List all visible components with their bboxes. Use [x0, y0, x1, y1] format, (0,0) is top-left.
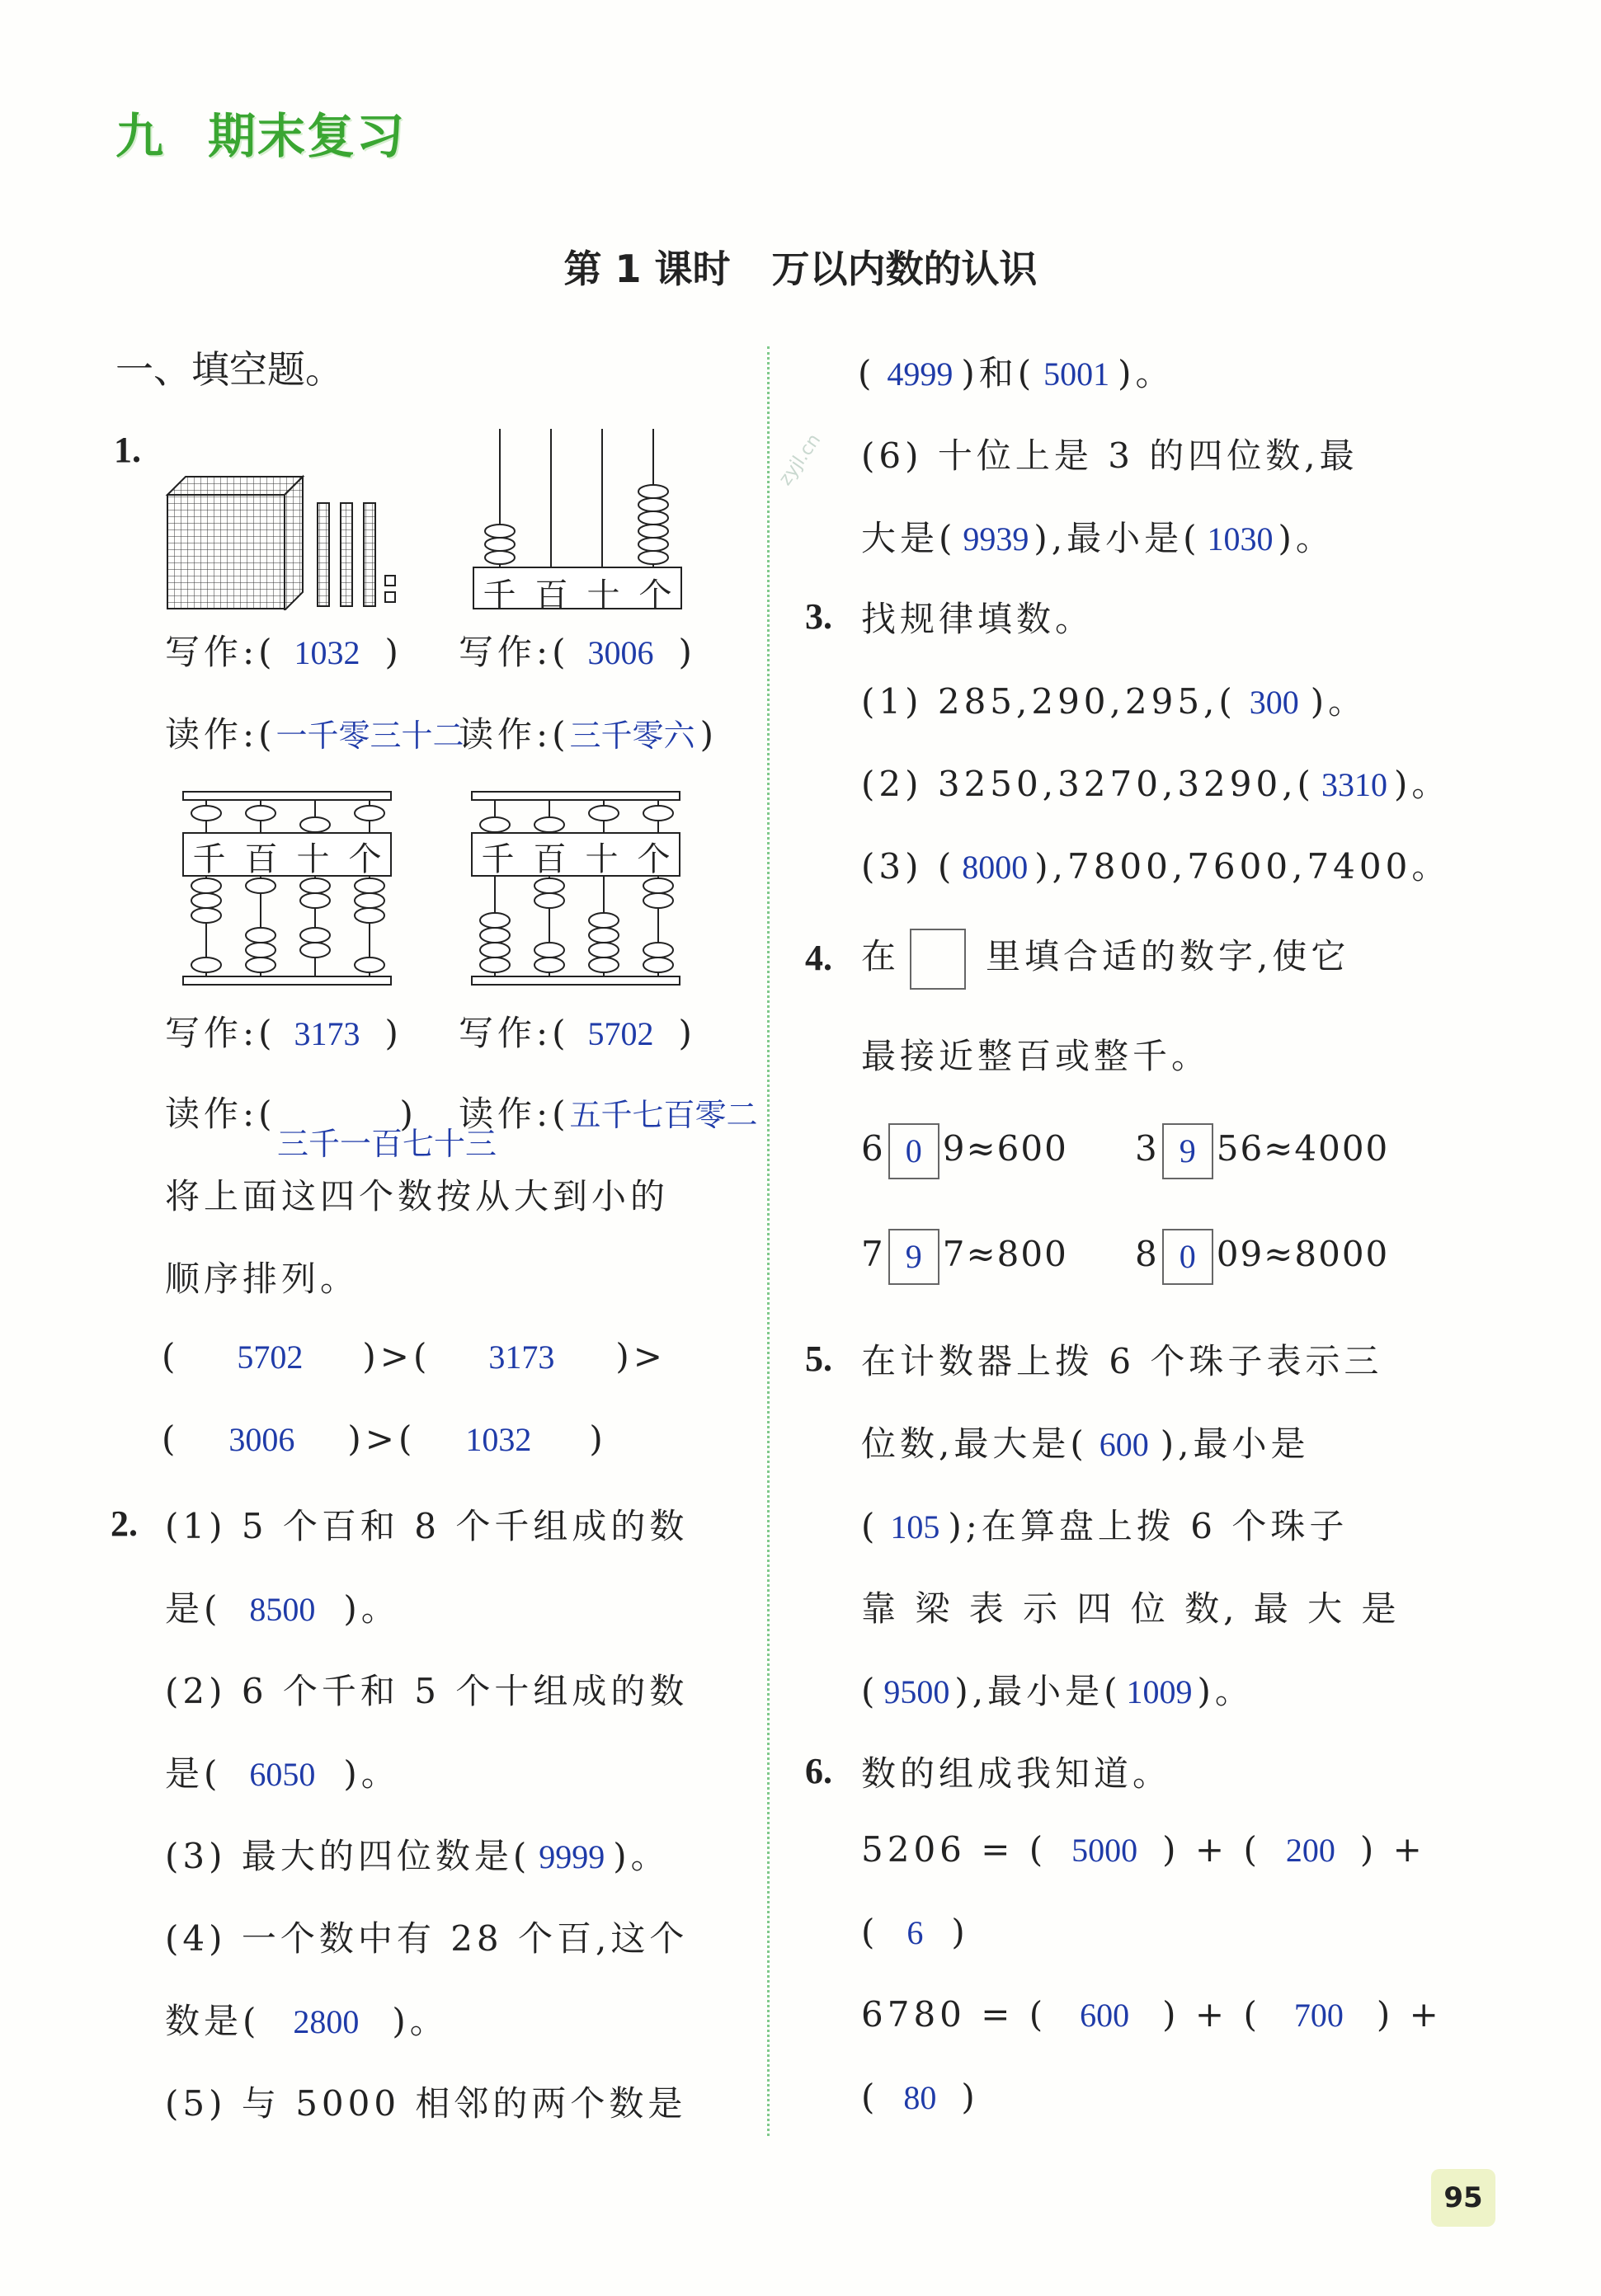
answer: 105 [890, 1508, 940, 1546]
chapter-number: 九 [115, 108, 166, 164]
abacus-figure-c [181, 790, 393, 988]
answer: 1032 [294, 634, 360, 671]
q2-part1: (1) 5 个百和 8 个千组成的数 [165, 1506, 689, 1546]
blank-box [910, 929, 966, 990]
q4-item-2: 3 9 56≈4000 [1135, 1123, 1389, 1179]
column-divider [767, 346, 770, 2136]
fig-b-write: 写作:( 3006 ) [459, 632, 696, 672]
answer: 3173 [294, 1015, 360, 1052]
abacus-c-labels: 千 百 十 个 [192, 840, 382, 878]
answer: 3310 [1321, 766, 1387, 803]
fig-d-read: 读作:(五千七百零二 [459, 1094, 758, 1134]
q6-eq2: 6780 = ( 600 ) + ( 700 ) + [861, 1994, 1443, 2035]
answer: 3006 [228, 1421, 295, 1458]
q5-line4: 靠 梁 表 示 四 位 数, 最 大 是 [861, 1588, 1401, 1629]
abacus-beads [480, 806, 673, 972]
lesson-title [0, 239, 1601, 294]
answer: 1009 [1126, 1673, 1193, 1710]
abacus-d-labels: 千 百 十 个 [481, 840, 671, 878]
thousand-cube [167, 477, 303, 610]
ten-rods [318, 503, 375, 606]
q2-part3: (3) 最大的四位数是( 9999 )。 [165, 1836, 670, 1876]
answer: 6050 [249, 1756, 316, 1793]
unit-cubes [385, 576, 395, 602]
answer: 三千零六 [569, 718, 695, 754]
answer: 8000 [962, 849, 1029, 886]
answer: 1032 [465, 1421, 532, 1458]
q4-line1: 在 里填合适的数字,使它 [861, 929, 1349, 990]
q4-item-4: 8 0 09≈8000 [1135, 1229, 1389, 1285]
answer: 300 [1249, 684, 1299, 721]
place-label: 千 [483, 576, 516, 614]
digit-box: 9 [888, 1229, 939, 1285]
fig-c-read: 读作:( ) [165, 1094, 417, 1134]
q6-eq1-last: ( 6 ) [861, 1912, 969, 1952]
q6-eq1: 5206 = ( 5000 ) + ( 200 ) + [861, 1829, 1426, 1870]
q4-number: 4. [805, 938, 832, 978]
answer: 2800 [293, 2003, 360, 2040]
chapter-title [115, 97, 406, 167]
answer: 3173 [488, 1339, 555, 1376]
answer: 700 [1293, 1997, 1344, 2034]
q4-item-1: 6 0 9≈600 [861, 1123, 1068, 1179]
order-line-2: ( 3006 )>( 1032 ) [162, 1419, 607, 1459]
lesson-name: 万以内数的认识 [771, 247, 1038, 291]
answer: 600 [1080, 1997, 1130, 2034]
q3-part3: (3) ( 8000 ),7800,7600,7400。 [861, 846, 1451, 887]
q4-item-3: 7 9 7≈800 [861, 1229, 1068, 1285]
answer: 五千七百零二 [569, 1097, 758, 1133]
answer: 5702 [237, 1339, 304, 1376]
q2-part5-answer-line: ( 4999 )和( 5001 )。 [858, 353, 1175, 393]
chapter-name: 期末复习 [208, 108, 407, 164]
lesson-label: 第 1 课时 [563, 247, 731, 291]
digit-box: 0 [888, 1123, 939, 1179]
fig-b-read: 读作:(三千零六 ) [459, 714, 718, 755]
digit-box: 9 [1162, 1123, 1213, 1179]
q2-part6-answer-line: 大是( 9939 ),最小是( 1030 )。 [861, 518, 1335, 558]
place-label: 个 [638, 576, 672, 614]
fig-a-read: 读作:(一千零三十二 [165, 714, 464, 755]
fig-d-write: 写作:( 5702 ) [459, 1013, 696, 1053]
order-instruction-1: 将上面这四个数按从大到小的 [165, 1176, 670, 1216]
answer: 1030 [1207, 520, 1274, 558]
order-instruction-2: 顺序排列。 [165, 1259, 360, 1299]
q2-part5: (5) 与 5000 相邻的两个数是 [165, 2083, 687, 2124]
q5-line2: 位数,最大是( 600 ),最小是 [861, 1423, 1310, 1464]
answer: 6 [906, 1914, 924, 1951]
answer: 9939 [963, 520, 1029, 558]
place-label: 百 [534, 576, 568, 614]
digit-box: 0 [1162, 1229, 1213, 1285]
q5-line3: ( 105 );在算盘上拨 6 个珠子 [861, 1506, 1349, 1546]
page-number: 95 [1431, 2169, 1495, 2227]
q2-part4: (4) 一个数中有 28 个百,这个 [165, 1918, 689, 1959]
q5-line1: 在计数器上拨 6 个珠子表示三 [861, 1341, 1383, 1381]
counting-frame-labels [473, 569, 681, 616]
q2-part2: (2) 6 个千和 5 个十组成的数 [165, 1671, 689, 1711]
q5-line5: ( 9500 ),最小是( 1009 )。 [861, 1671, 1254, 1711]
abacus-figure-d [470, 790, 681, 988]
q2-number: 2. [111, 1503, 138, 1544]
q5-number: 5. [805, 1339, 832, 1379]
answer: 9500 [883, 1673, 950, 1710]
base-ten-blocks-figure [161, 470, 408, 610]
fig-c-write: 写作:( 3173 ) [165, 1013, 403, 1053]
q2-part4-answer-line: 数是( 2800 )。 [165, 2001, 449, 2041]
answer: 80 [903, 2079, 937, 2116]
answer: 600 [1099, 1426, 1149, 1463]
fig-a-write: 写作:( 1032 ) [165, 632, 403, 672]
q4-line2: 最接近整百或整千。 [861, 1036, 1211, 1076]
q2-part6: (6) 十位上是 3 的四位数,最 [861, 435, 1358, 476]
q2-part1-answer-line: 是( 8500 )。 [165, 1588, 400, 1629]
q1-number: 1. [114, 430, 141, 470]
answer: 5702 [587, 1015, 654, 1052]
answer: 3006 [587, 634, 654, 671]
place-label: 十 [586, 576, 620, 614]
q2-part2-answer-line: 是( 6050 )。 [165, 1753, 400, 1794]
q3-number: 3. [805, 596, 832, 637]
q3-part2: (2) 3250,3270,3290,( 3310 )。 [861, 764, 1451, 804]
watermark: zyjl.cn [775, 430, 826, 490]
q3-title: 找规律填数。 [861, 599, 1095, 639]
answer: 8500 [249, 1591, 316, 1628]
section-heading: 一、填空题。 [115, 347, 343, 392]
answer: 5000 [1071, 1832, 1138, 1869]
answer: 一千零三十二 [275, 718, 464, 754]
answer: 9999 [539, 1838, 605, 1875]
frame-beads [485, 485, 668, 564]
q3-part1: (1) 285,290,295,( 300 )。 [861, 681, 1368, 722]
abacus-beads [191, 806, 384, 972]
fig-c-read-answer: 三千一百七十三 [277, 1126, 497, 1162]
q6-number: 6. [805, 1751, 832, 1791]
answer: 4999 [887, 355, 954, 393]
q6-title: 数的组成我知道。 [861, 1753, 1172, 1794]
answer: 200 [1285, 1832, 1335, 1869]
q6-eq2-last: ( 80 ) [861, 2077, 979, 2117]
answer: 5001 [1043, 355, 1110, 393]
order-line-1: ( 5702 )>( 3173 )> [162, 1336, 666, 1376]
